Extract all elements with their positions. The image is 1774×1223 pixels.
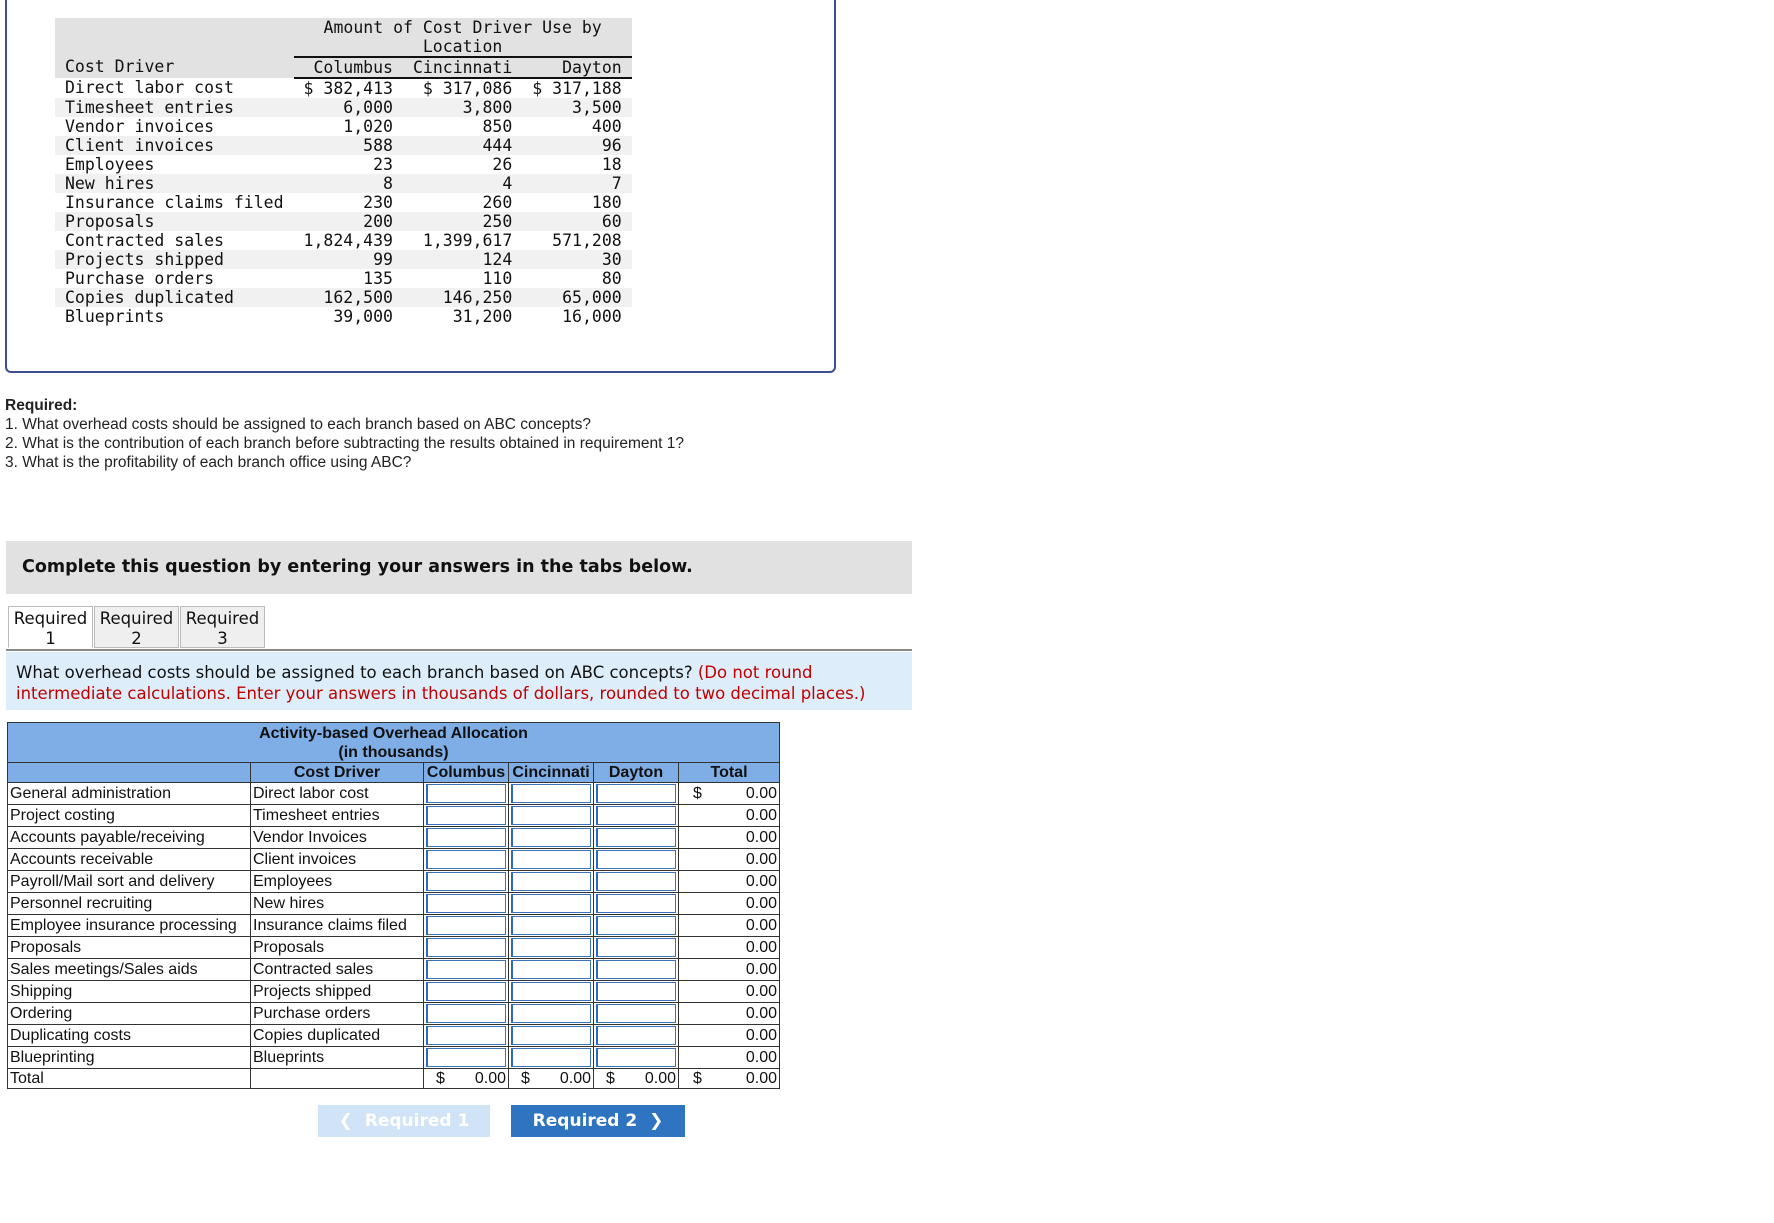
cd-row	[55, 98, 632, 117]
abc-row-total	[679, 805, 780, 827]
abc-row	[8, 1003, 780, 1025]
cd-row	[55, 193, 632, 212]
cd-cell-driver: Employees	[65, 155, 155, 174]
cd-cell-cincinnati: 444	[403, 136, 522, 155]
cd-cell-driver: Insurance claims filed	[65, 193, 284, 212]
abc-header-total: Total	[679, 763, 780, 783]
abc-cell-cincinnati	[509, 937, 594, 959]
abc-input-cincinnati[interactable]	[511, 806, 591, 825]
abc-activity: Shipping	[8, 981, 251, 1003]
abc-row-total	[679, 849, 780, 871]
cd-cell-cincinnati: 31,200	[452, 307, 513, 326]
cd-row	[55, 212, 632, 231]
abc-row-total	[679, 1047, 780, 1069]
cd-cell-driver: Vendor invoices	[65, 117, 215, 136]
abc-row-total-value: 0.00	[745, 851, 777, 868]
abc-input-cincinnati[interactable]	[511, 894, 591, 913]
instruction-banner	[6, 541, 912, 594]
cd-cell-cincinnati: 250	[403, 212, 522, 231]
abc-cell-columbus	[424, 805, 509, 827]
abc-row-total-value: 0.00	[745, 895, 777, 912]
abc-input-cincinnati[interactable]	[511, 916, 591, 935]
abc-row	[8, 981, 780, 1003]
cd-blank-header	[55, 18, 294, 57]
abc-row-total	[679, 937, 780, 959]
cd-cell-columbus: 6,000	[294, 98, 403, 117]
abc-row-total-value: 0.00	[745, 785, 777, 802]
abc-activity: Accounts receivable	[8, 849, 251, 871]
cd-cell-cincinnati: 110	[482, 269, 513, 288]
cd-cell-dayton: 60	[522, 212, 631, 231]
abc-activity: General administration	[8, 783, 251, 805]
cd-cell-columbus: 99	[294, 250, 403, 269]
abc-driver: Client invoices	[251, 849, 424, 871]
abc-row-total	[679, 893, 780, 915]
cd-cell-dayton: 571,208	[552, 231, 622, 250]
abc-driver: Proposals	[251, 937, 424, 959]
abc-row-total	[679, 981, 780, 1003]
abc-row	[8, 1047, 780, 1069]
cd-cell-driver: Contracted sales	[65, 231, 224, 250]
abc-input-columbus[interactable]	[426, 1048, 506, 1067]
abc-row-total-value: 0.00	[745, 961, 777, 978]
cd-cell-columbus: 39,000	[333, 307, 393, 326]
abc-input-dayton[interactable]	[596, 916, 676, 935]
abc-input-columbus[interactable]	[426, 828, 506, 847]
abc-cell-dayton	[594, 893, 679, 915]
abc-input-dayton[interactable]	[596, 806, 676, 825]
cd-cell-driver: Projects shipped	[55, 250, 294, 269]
tab-divider	[6, 649, 912, 651]
abc-input-columbus[interactable]	[426, 806, 506, 825]
abc-header-cost-driver: Cost Driver	[251, 763, 424, 783]
abc-total-cincinnati	[509, 1069, 594, 1089]
tab-1-number: 1	[45, 629, 56, 648]
abc-total-driver-blank	[251, 1069, 424, 1089]
abc-activity: Personnel recruiting	[8, 893, 251, 915]
cd-cell-driver: Proposals	[55, 212, 294, 231]
abc-activity: Sales meetings/Sales aids	[8, 959, 251, 981]
tab-3-label: Required	[185, 609, 260, 628]
abc-driver: Purchase orders	[251, 1003, 424, 1025]
cd-cell-dayton: 18	[601, 155, 622, 174]
cd-col-cost-driver: Cost Driver	[55, 57, 294, 78]
cd-row	[55, 269, 632, 288]
required-heading: Required:	[5, 397, 78, 414]
tab-3-number: 3	[217, 629, 228, 648]
abc-cell-dayton	[594, 1025, 679, 1047]
cd-cell-dayton: 180	[591, 193, 622, 212]
abc-row	[8, 849, 780, 871]
abc-input-columbus[interactable]	[426, 916, 506, 935]
abc-cell-dayton	[594, 783, 679, 805]
abc-row-total	[679, 783, 780, 805]
abc-input-columbus[interactable]	[426, 894, 506, 913]
cd-cell-driver: Blueprints	[65, 307, 165, 326]
abc-row-total	[679, 871, 780, 893]
abc-grid	[7, 762, 780, 1089]
abc-total-label: Total	[8, 1069, 251, 1089]
abc-input-dayton[interactable]	[596, 982, 676, 1001]
abc-input-cincinnati[interactable]	[511, 872, 591, 891]
cd-cell-driver: Purchase orders	[65, 269, 215, 288]
abc-cell-dayton	[594, 827, 679, 849]
cd-row	[55, 231, 632, 250]
cd-cell-columbus: 230	[363, 193, 393, 212]
abc-row-total	[679, 827, 780, 849]
cd-col-cincinnati: Cincinnati	[403, 57, 522, 78]
abc-title-line2: (in thousands)	[338, 744, 449, 761]
cd-cell-dayton: $ 317,188	[532, 79, 622, 98]
abc-cell-cincinnati	[509, 1047, 594, 1069]
abc-input-dayton[interactable]	[596, 784, 676, 803]
abc-activity: Employee insurance processing	[8, 915, 251, 937]
cd-cell-columbus: 135	[363, 269, 393, 288]
abc-input-cincinnati[interactable]	[511, 982, 591, 1001]
abc-title-line1: Activity-based Overhead Allocation	[259, 725, 528, 742]
abc-input-dayton[interactable]	[596, 1004, 676, 1023]
abc-input-columbus[interactable]	[426, 982, 506, 1001]
abc-row	[8, 959, 780, 981]
abc-cell-columbus	[424, 1025, 509, 1047]
abc-input-columbus[interactable]	[426, 850, 506, 869]
abc-cell-cincinnati	[509, 805, 594, 827]
currency-symbol: $	[606, 1070, 615, 1087]
cd-cell-cincinnati: 146,250	[403, 288, 522, 307]
abc-cell-cincinnati	[509, 893, 594, 915]
abc-cell-dayton	[594, 805, 679, 827]
cd-cell-columbus: 23	[373, 155, 393, 174]
abc-activity: Duplicating costs	[8, 1025, 251, 1047]
required-item-1: 1. What overhead costs should be assigned to each branch based on ABC concepts?	[5, 416, 591, 433]
abc-input-columbus[interactable]	[426, 960, 506, 979]
abc-input-dayton[interactable]	[596, 894, 676, 913]
abc-row	[8, 915, 780, 937]
abc-allocation-table	[7, 722, 780, 1089]
abc-activity: Blueprinting	[8, 1047, 251, 1069]
abc-cell-cincinnati	[509, 981, 594, 1003]
abc-input-dayton[interactable]	[596, 850, 676, 869]
abc-row-total-value: 0.00	[745, 1005, 777, 1022]
abc-input-columbus[interactable]	[426, 1004, 506, 1023]
currency-symbol: $	[693, 785, 702, 802]
cost-driver-table	[55, 18, 632, 326]
cd-cell-dayton: 16,000	[562, 307, 622, 326]
abc-driver: Employees	[251, 871, 424, 893]
abc-cell-cincinnati	[509, 871, 594, 893]
prev-button-label: Required 1	[364, 1111, 470, 1131]
abc-row-total	[679, 959, 780, 981]
abc-cell-dayton	[594, 937, 679, 959]
cd-cell-columbus: 162,500	[294, 288, 403, 307]
cd-cell-dayton: 65,000	[522, 288, 631, 307]
cd-cell-dayton: 7	[522, 174, 631, 193]
abc-row-total	[679, 915, 780, 937]
abc-cell-dayton	[594, 959, 679, 981]
abc-cell-cincinnati	[509, 915, 594, 937]
abc-input-dayton[interactable]	[596, 960, 676, 979]
cd-cell-cincinnati: 4	[403, 174, 522, 193]
banner-text: Complete this question by entering your answers in the tabs below.	[22, 557, 693, 577]
abc-row	[8, 871, 780, 893]
cd-cell-dayton: 80	[601, 269, 622, 288]
abc-input-columbus[interactable]	[426, 938, 506, 957]
abc-row-total-value: 0.00	[745, 1049, 777, 1066]
abc-cell-dayton	[594, 849, 679, 871]
abc-row-total-value: 0.00	[745, 829, 777, 846]
abc-total-grand-value: 0.00	[745, 1070, 777, 1087]
abc-row-total-value: 0.00	[745, 873, 777, 890]
currency-symbol: $	[693, 1070, 702, 1087]
cd-cell-driver: Direct labor cost	[65, 78, 234, 97]
abc-driver: Insurance claims filed	[251, 915, 424, 937]
abc-activity: Project costing	[8, 805, 251, 827]
abc-header-dayton: Dayton	[594, 763, 679, 783]
abc-cell-columbus	[424, 1003, 509, 1025]
abc-cell-columbus	[424, 893, 509, 915]
abc-input-cincinnati[interactable]	[511, 850, 591, 869]
abc-row	[8, 937, 780, 959]
abc-input-dayton[interactable]	[596, 1048, 676, 1067]
cd-cell-dayton: 3,500	[522, 98, 631, 117]
cd-cell-driver: Copies duplicated	[55, 288, 294, 307]
currency-symbol: $	[521, 1070, 530, 1087]
abc-header-cincinnati: Cincinnati	[509, 763, 594, 783]
abc-cell-dayton	[594, 871, 679, 893]
cd-cell-cincinnati: 260	[482, 193, 513, 212]
abc-row	[8, 1025, 780, 1047]
abc-input-cincinnati[interactable]	[511, 1048, 591, 1067]
cd-row	[55, 136, 632, 155]
abc-cell-dayton	[594, 1047, 679, 1069]
cd-group-header: Amount of Cost Driver Use by Location	[294, 18, 632, 57]
abc-cell-cincinnati	[509, 1003, 594, 1025]
abc-row	[8, 827, 780, 849]
cd-cell-columbus: 1,020	[343, 117, 393, 136]
prev-required-button[interactable]: ❮ Required 1	[318, 1105, 490, 1137]
currency-symbol: $	[436, 1070, 445, 1087]
cd-row	[55, 117, 632, 136]
abc-row-total-value: 0.00	[745, 939, 777, 956]
abc-row-total	[679, 1003, 780, 1025]
abc-driver: Copies duplicated	[251, 1025, 424, 1047]
abc-driver: Direct labor cost	[251, 783, 424, 805]
cd-cell-cincinnati: 124	[403, 250, 522, 269]
cd-row	[55, 155, 632, 174]
cd-cell-cincinnati: 1,399,617	[422, 231, 513, 250]
cd-cell-dayton: 30	[522, 250, 631, 269]
cd-cell-columbus: 1,824,439	[303, 231, 393, 250]
required-section	[5, 396, 684, 472]
abc-row	[8, 805, 780, 827]
cost-driver-card	[5, 0, 836, 373]
abc-title	[7, 722, 780, 762]
abc-cell-dayton	[594, 915, 679, 937]
abc-row	[8, 783, 780, 805]
cd-cell-columbus: 200	[294, 212, 403, 231]
abc-input-cincinnati[interactable]	[511, 1004, 591, 1023]
cd-row	[55, 174, 632, 193]
abc-header-blank	[8, 763, 251, 783]
abc-input-cincinnati[interactable]	[511, 1026, 591, 1045]
abc-row-total-value: 0.00	[745, 983, 777, 1000]
abc-cell-columbus	[424, 1047, 509, 1069]
abc-input-dayton[interactable]	[596, 828, 676, 847]
abc-cell-columbus	[424, 959, 509, 981]
cd-cell-driver: Timesheet entries	[55, 98, 294, 117]
abc-input-dayton[interactable]	[596, 1026, 676, 1045]
abc-input-dayton[interactable]	[596, 938, 676, 957]
abc-driver: New hires	[251, 893, 424, 915]
abc-activity: Payroll/Mail sort and delivery	[8, 871, 251, 893]
tab-required-3[interactable]	[180, 606, 265, 648]
abc-input-cincinnati[interactable]	[511, 960, 591, 979]
abc-cell-columbus	[424, 937, 509, 959]
abc-row-total-value: 0.00	[745, 917, 777, 934]
abc-activity: Ordering	[8, 1003, 251, 1025]
abc-input-cincinnati[interactable]	[511, 938, 591, 957]
required-item-3: 3. What is the profitability of each branch office using ABC?	[5, 454, 412, 471]
abc-cell-columbus	[424, 871, 509, 893]
prompt-instruction: (Do not round intermediate calculations. Enter your answers in thousands of dollars, rounded to two decimal places.)	[16, 663, 866, 703]
required-item-2: 2. What is the contribution of each branch before subtracting the results obtained in requirement 1?	[5, 435, 684, 452]
abc-cell-cincinnati	[509, 1025, 594, 1047]
abc-cell-cincinnati	[509, 827, 594, 849]
abc-activity: Accounts payable/receiving	[8, 827, 251, 849]
prompt-question: What overhead costs should be assigned to each branch based on ABC concepts?	[16, 663, 693, 682]
abc-cell-columbus	[424, 827, 509, 849]
abc-row-total	[679, 1025, 780, 1047]
question-prompt	[6, 652, 912, 710]
abc-total-columbus	[424, 1069, 509, 1089]
abc-cell-dayton	[594, 981, 679, 1003]
cd-cell-cincinnati: 26	[492, 155, 513, 174]
abc-total-cincinnati-value: 0.00	[559, 1070, 591, 1087]
abc-total-dayton	[594, 1069, 679, 1089]
abc-input-columbus[interactable]	[426, 784, 506, 803]
abc-cell-columbus	[424, 981, 509, 1003]
abc-driver: Blueprints	[251, 1047, 424, 1069]
cd-cell-columbus: 8	[294, 174, 403, 193]
cd-row	[55, 78, 632, 98]
cd-col-dayton: Dayton	[522, 57, 631, 78]
abc-row	[8, 893, 780, 915]
cd-cell-dayton: 96	[522, 136, 631, 155]
abc-driver: Contracted sales	[251, 959, 424, 981]
abc-cell-dayton	[594, 1003, 679, 1025]
abc-input-columbus[interactable]	[426, 872, 506, 891]
abc-driver: Timesheet entries	[251, 805, 424, 827]
cd-row	[55, 288, 632, 307]
abc-input-dayton[interactable]	[596, 872, 676, 891]
abc-driver: Vendor Invoices	[251, 827, 424, 849]
abc-input-columbus[interactable]	[426, 1026, 506, 1045]
abc-total-dayton-value: 0.00	[644, 1070, 676, 1087]
cd-cell-columbus: 588	[294, 136, 403, 155]
cd-row	[55, 307, 632, 326]
abc-total-columbus-value: 0.00	[474, 1070, 506, 1087]
tab-required-1[interactable]	[8, 606, 93, 648]
abc-cell-cincinnati	[509, 783, 594, 805]
next-button-label: Required 2	[532, 1111, 638, 1131]
tab-2-label: Required	[99, 609, 174, 628]
abc-cell-columbus	[424, 849, 509, 871]
abc-cell-cincinnati	[509, 959, 594, 981]
abc-cell-columbus	[424, 915, 509, 937]
cd-col-columbus: Columbus	[294, 57, 403, 78]
cd-cell-cincinnati: $ 317,086	[422, 79, 513, 98]
next-required-button[interactable]: Required 2 ❯	[511, 1105, 685, 1137]
abc-input-cincinnati[interactable]	[511, 784, 591, 803]
cd-row	[55, 250, 632, 269]
abc-row-total-value: 0.00	[745, 807, 777, 824]
tab-required-2[interactable]	[94, 606, 179, 648]
abc-cell-columbus	[424, 783, 509, 805]
abc-row-total-value: 0.00	[745, 1027, 777, 1044]
tab-2-number: 2	[131, 629, 142, 648]
abc-header-columbus: Columbus	[424, 763, 509, 783]
abc-activity: Proposals	[8, 937, 251, 959]
abc-cell-cincinnati	[509, 849, 594, 871]
abc-total-grand	[679, 1069, 780, 1089]
cd-cell-dayton: 400	[591, 117, 622, 136]
abc-input-cincinnati[interactable]	[511, 828, 591, 847]
cd-cell-driver: Client invoices	[55, 136, 294, 155]
cd-cell-driver: New hires	[55, 174, 294, 193]
tab-1-label: Required	[13, 609, 88, 628]
cd-cell-columbus: $ 382,413	[303, 79, 393, 98]
abc-driver: Projects shipped	[251, 981, 424, 1003]
cd-cell-cincinnati: 3,800	[403, 98, 522, 117]
cd-cell-cincinnati: 850	[482, 117, 513, 136]
